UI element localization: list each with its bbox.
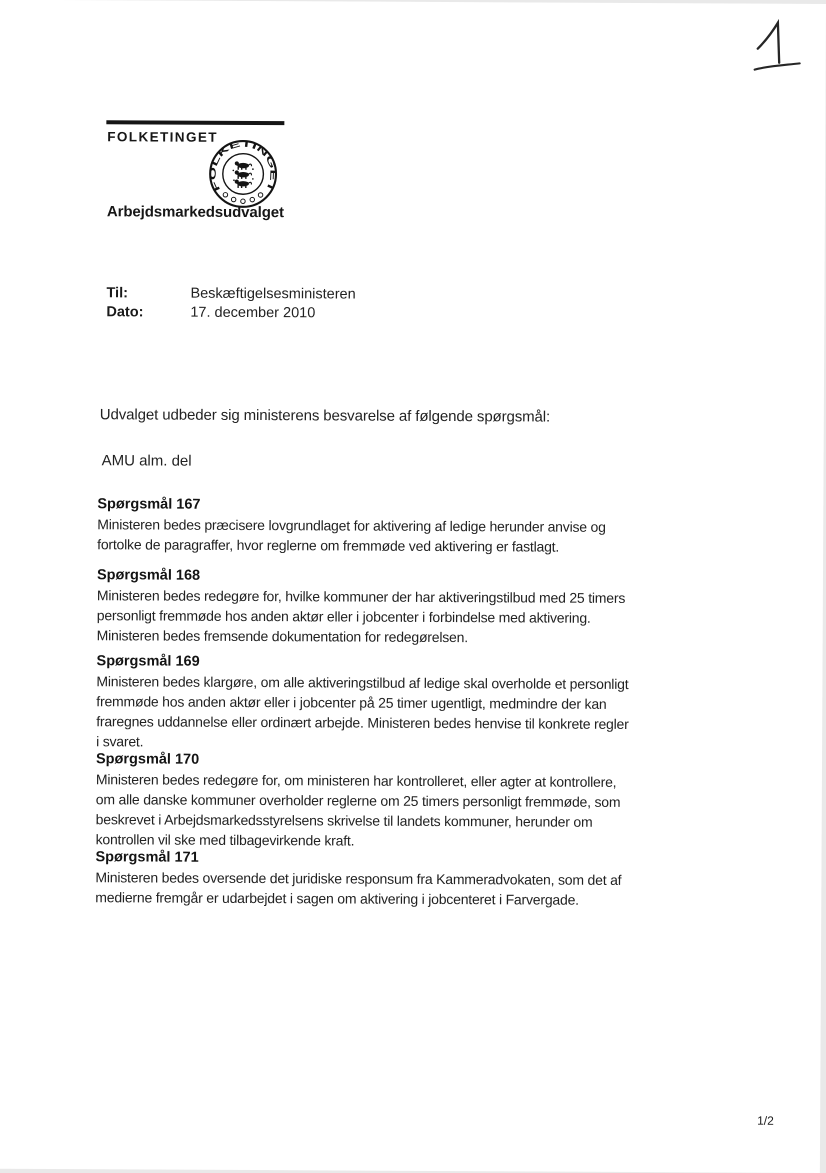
- date-label: Dato:: [106, 304, 144, 321]
- question-167: [97, 496, 637, 557]
- question-title: Spørgsmål 169: [96, 653, 200, 670]
- letter-meta: [106, 284, 355, 323]
- letterhead-rule: [106, 120, 284, 125]
- question-title: Spørgsmål 168: [96, 567, 201, 584]
- question-title: Spørgsmål 167: [97, 496, 201, 513]
- page-number: 1/2: [757, 1113, 774, 1128]
- question-body: Ministeren bedes redegøre for, hvilke kommuner der har aktiveringstilbud med 25 timers personligt fremmøde hos anden aktør eller i jobcenter i forbindelse med aktivering. Ministeren bedes fremsende dokumentation for redegørelsen.: [96, 587, 626, 646]
- to-value: Beskæftigelsesministeren: [190, 285, 356, 303]
- date-value: 17. december 2010: [190, 304, 316, 322]
- question-169: [96, 653, 637, 754]
- to-label: Til:: [106, 285, 128, 302]
- question-title: Spørgsmål 171: [95, 849, 199, 866]
- handwritten-page-mark-1: [748, 16, 808, 76]
- question-168: [97, 567, 637, 648]
- svg-text:FOLKETINGET: FOLKETINGET: [207, 138, 279, 194]
- case-reference: AMU alm. del: [101, 452, 192, 470]
- meta-row-to: [106, 284, 355, 304]
- intro-text: Udvalget udbeder sig ministerens besvarelse af følgende spørgsmål:: [99, 406, 551, 426]
- question-body: Ministeren bedes redegøre for, om ministeren har kontrolleret, eller agter at kontrollere, om alle danske kommuner overholder reglerne om 25 timers personligt fremmøde, som beskrevet i Arbejdsmarkedsstyrelsens skrivelse til landets kommuner, herunder om kontrollen vil ske med tilbagevirkende kraft.: [95, 771, 621, 849]
- meta-row-date: [106, 303, 355, 323]
- question-170: [96, 751, 637, 852]
- question-title: Spørgsmål 170: [95, 751, 200, 768]
- question-171: [95, 849, 635, 910]
- question-body: Ministeren bedes klargøre, om alle aktiveringstilbud af ledige skal overholde et personligt fremmøde hos anden aktør eller i jobcenter på 25 timer ugentligt, medmindre der kan fraregnes uddannelse eller ordinært arbejde. Ministeren bedes henvise til konkrete regler i svaret.: [96, 673, 629, 750]
- committee-name: Arbejdsmarkedsudvalget: [106, 203, 284, 222]
- institution-name: FOLKETINGET: [107, 129, 218, 145]
- question-body: Ministeren bedes præcisere lovgrundlaget for aktivering af ledige herunder anvise og fortolke de paragraffer, hvor reglerne om fremmøde ved aktivering er fastlagt.: [97, 516, 606, 555]
- folketinget-seal-icon: [208, 139, 278, 209]
- question-body: Ministeren bedes oversende det juridiske responsum fra Kammeradvokaten, som det af medierne fremgår er udarbejdet i sagen om aktivering i jobcenteret i Farvergade.: [95, 869, 622, 908]
